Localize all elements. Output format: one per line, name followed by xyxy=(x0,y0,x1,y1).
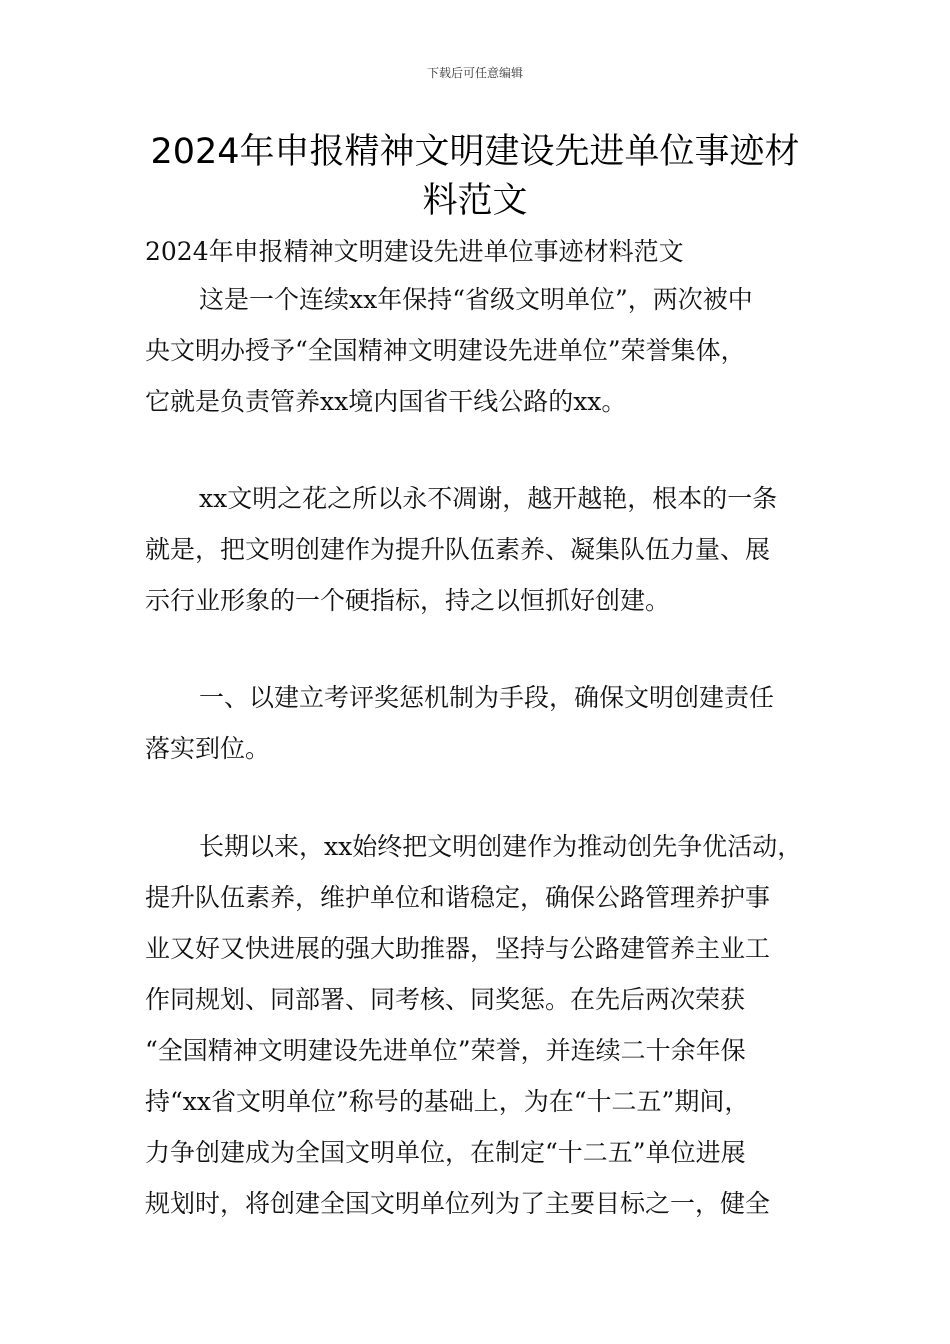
paragraph-line: 持“xx省文明单位”称号的基础上，为在“十二五”期间， xyxy=(145,1087,750,1116)
title-line: 料范文 xyxy=(422,181,528,221)
paragraph-line: 力争创建成为全国文明单位，在制定“十二五”单位进展 xyxy=(145,1138,746,1167)
paragraph-line: “全国精神文明建设先进单位”荣誉，并连续二十余年保 xyxy=(145,1036,746,1065)
paragraph xyxy=(145,473,810,626)
subtitle-line: 2024年申报精神文明建设先进单位事迹材料范文 xyxy=(145,237,684,266)
section-heading xyxy=(145,672,810,774)
paragraph-line: 提升队伍素养，维护单位和谐稳定，确保公路管理养护事 xyxy=(145,883,771,912)
paragraph-line: 它就是负责管养xx境内国省干线公路的xx。 xyxy=(145,387,627,416)
header-note: 下载后可任意编辑 xyxy=(426,66,523,80)
paragraph-line: 业又好又快进展的强大助推器，坚持与公路建管养主业工 xyxy=(145,934,771,963)
document-title xyxy=(140,128,810,226)
paragraph-line: xx文明之花之所以永不凋谢，越开越艳，根本的一条 xyxy=(199,484,778,513)
title-line: 2024年申报精神文明建设先进单位事迹材 xyxy=(150,132,800,172)
document-subtitle xyxy=(145,226,810,277)
paragraph-line: 落实到位。 xyxy=(145,734,271,763)
paragraph xyxy=(145,274,810,427)
paragraph-line: 示行业形象的一个硬指标，持之以恒抓好创建。 xyxy=(145,586,671,615)
paragraph-line: 长期以来，xx始终把文明创建作为推动创先争优活动， xyxy=(199,832,803,861)
paragraph-line: 规划时，将创建全国文明单位列为了主要目标之一，健全 xyxy=(145,1189,771,1218)
paragraph xyxy=(145,821,810,1229)
paragraph-line: 一、以建立考评奖惩机制为手段，确保文明创建责任 xyxy=(199,683,775,712)
paragraph-line: 这是一个连续xx年保持“省级文明单位”，两次被中 xyxy=(199,285,753,314)
paragraph-line: 作同规划、同部署、同考核、同奖惩。在先后两次荣获 xyxy=(145,985,746,1014)
paragraph-line: 央文明办授予“全国精神文明建设先进单位”荣誉集体， xyxy=(145,336,746,365)
paragraph-line: 就是，把文明创建作为提升队伍素养、凝集队伍力量、展 xyxy=(145,535,771,564)
